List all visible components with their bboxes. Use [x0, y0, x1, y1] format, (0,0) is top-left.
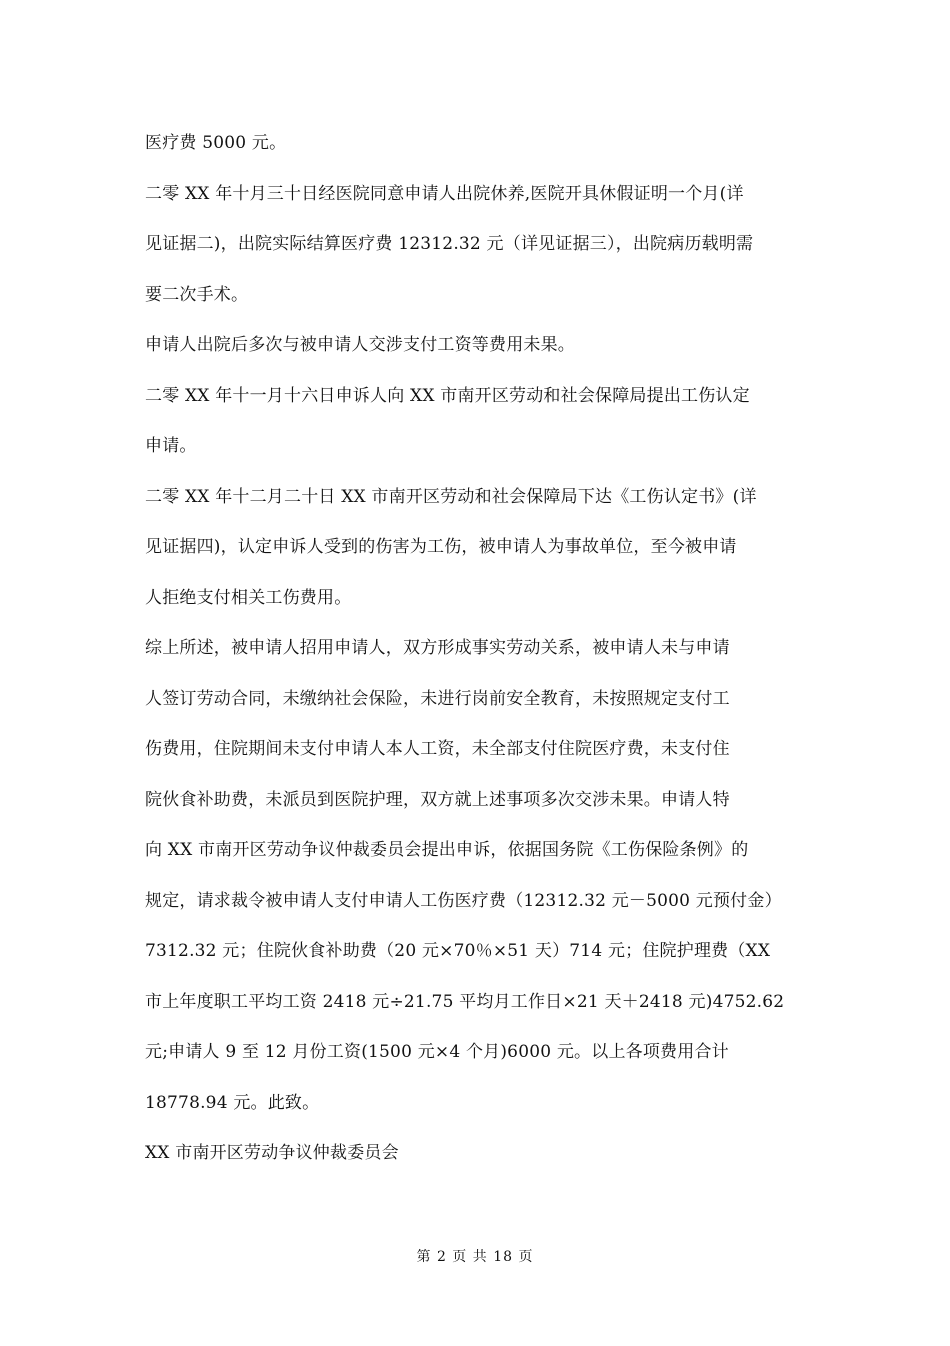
text-line: XX 市南开区劳动争议仲裁委员会	[145, 1143, 399, 1163]
text-line: 18778.94 元。此致。	[145, 1092, 320, 1113]
text-line: 市上年度职工平均工资 2418 元÷21.75 平均月工作日×21 天＋2418 元)4752.62	[145, 991, 785, 1012]
document-body	[145, 118, 810, 1179]
text-line: 人签订劳动合同，未缴纳社会保险，未进行岗前安全教育，未按照规定支付工	[145, 688, 730, 709]
text-line: 规定，请求裁令被申请人支付申请人工伤医疗费（12312.32 元－5000 元预付金）	[145, 890, 782, 911]
text-line: 二零 XX 年十月三十日经医院同意申请人出院休养,医院开具休假证明一个月(详	[145, 183, 744, 204]
text-line: 医疗费 5000 元。	[145, 133, 287, 153]
text-line: 申请。	[145, 436, 197, 456]
text-line: 人拒绝支付相关工伤费用。	[145, 587, 352, 608]
paragraph	[145, 320, 810, 371]
text-line: 要二次手术。	[145, 284, 249, 305]
paragraph	[145, 472, 810, 624]
text-line: 7312.32 元；住院伙食补助费（20 元×70％×51 天）714 元；住院护理费（XX	[145, 941, 771, 961]
text-line: 院伙食补助费，未派员到医院护理，双方就上述事项多次交涉未果。申请人特	[145, 789, 730, 810]
text-line: 元;申请人 9 至 12 月份工资(1500 元×4 个月)6000 元。以上各项费用合计	[145, 1042, 729, 1062]
paragraph	[145, 623, 810, 1128]
text-line: 伤费用，住院期间未支付申请人本人工资，未全部支付住院医疗费，未支付住	[145, 739, 730, 759]
text-line: 见证据四)，认定申诉人受到的伤害为工伤，被申请人为事故单位，至今被申请	[145, 537, 737, 557]
paragraph	[145, 371, 810, 472]
text-line: 二零 XX 年十二月二十日 XX 市南开区劳动和社会保障局下达《工伤认定书》(详	[145, 486, 757, 507]
text-line: 申请人出院后多次与被申请人交涉支付工资等费用未果。	[145, 335, 575, 355]
paragraph	[145, 118, 810, 169]
page-number: 第 2 页 共 18 页	[416, 1249, 534, 1265]
paragraph	[145, 169, 810, 321]
text-line: 二零 XX 年十一月十六日申诉人向 XX 市南开区劳动和社会保障局提出工伤认定	[145, 385, 750, 406]
paragraph	[145, 1128, 810, 1179]
text-line: 向 XX 市南开区劳动争议仲裁委员会提出申诉，依据国务院《工伤保险条例》的	[145, 840, 749, 860]
text-line: 综上所述，被申请人招用申请人，双方形成事实劳动关系，被申请人未与申请	[145, 638, 730, 658]
text-line: 见证据二)，出院实际结算医疗费 12312.32 元（详见证据三），出院病历载明需	[145, 234, 754, 254]
